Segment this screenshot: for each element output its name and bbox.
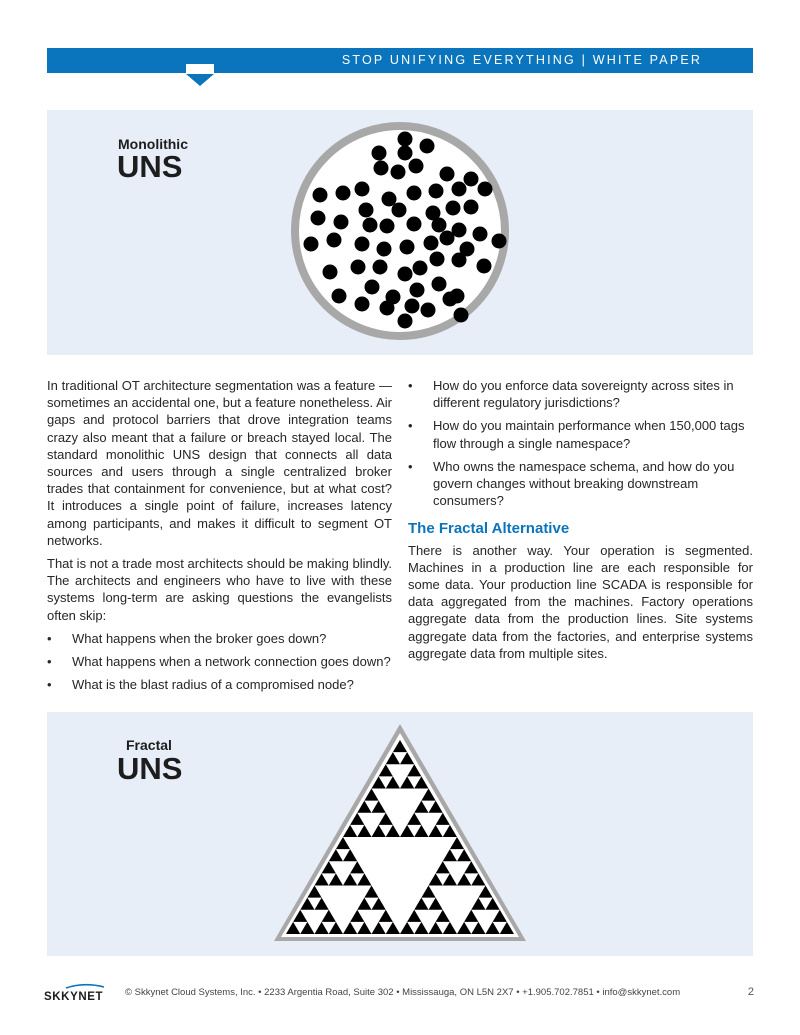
list-item (408, 417, 753, 451)
node-dot (429, 184, 444, 199)
bullet-icon: • (408, 458, 413, 474)
bullet-icon: • (47, 630, 52, 646)
section-heading: The Fractal Alternative (408, 520, 570, 538)
list-item-text: How do you maintain performance when 150,000 tags flow through a single namespace? (433, 418, 745, 451)
node-dot (424, 236, 439, 251)
node-dot (334, 215, 349, 230)
header-bar (47, 48, 753, 73)
list-item-text: What is the blast radius of a compromised node? (72, 677, 354, 693)
node-dot (440, 167, 455, 182)
node-dot (452, 253, 467, 268)
node-dot (373, 260, 388, 275)
page-number: 2 (747, 986, 754, 998)
fractal-figure-panel (47, 712, 753, 956)
node-dot (304, 237, 319, 252)
figure-label-big: UNS (117, 149, 183, 184)
node-dot (327, 233, 342, 248)
node-dot (477, 259, 492, 274)
node-dot (398, 132, 413, 147)
footer-contact-text: © Skkynet Cloud Systems, Inc. • 2233 Argentia Road, Suite 302 • Mississauga, ON L5N 2X7 • +1.905.702.7851 • info@skkynet.com (125, 987, 681, 998)
node-dot (380, 219, 395, 234)
node-dot (355, 237, 370, 252)
right-text-column (408, 377, 753, 668)
node-dot (409, 159, 424, 174)
list-item-text: How do you enforce data sovereignty across sites in different regulatory jurisdictions? (433, 378, 734, 411)
list-item (408, 458, 753, 510)
bullet-icon: • (408, 378, 413, 393)
node-dot (432, 218, 447, 233)
node-dot (410, 283, 425, 298)
diamond-marker-icon (186, 52, 214, 86)
node-dot (440, 231, 455, 246)
node-dot (478, 182, 493, 197)
node-dot (430, 252, 445, 267)
sierpinski-triangle-figure (47, 712, 753, 956)
bullet-icon: • (47, 677, 52, 693)
monolithic-circle-figure (47, 110, 753, 355)
node-dot (473, 227, 488, 242)
page-footer (44, 983, 764, 1003)
left-text-column (47, 377, 392, 699)
node-dot (420, 139, 435, 154)
node-dot (355, 297, 370, 312)
list-item (47, 676, 392, 693)
list-item (47, 653, 392, 670)
bullet-icon: • (408, 418, 413, 434)
node-dot (454, 308, 469, 323)
node-dot (405, 299, 420, 314)
body-paragraph: That is not a trade most architects should be making blindly. The architects and engineers who have to live with these systems long-term are asking questions the evangelists often skip: (47, 556, 392, 623)
question-list (408, 377, 753, 509)
node-dot (492, 234, 507, 249)
node-dot (311, 211, 326, 226)
node-dot (407, 186, 422, 201)
node-dot (446, 201, 461, 216)
header-title: STOP UNIFYING EVERYTHING | WHITE PAPER (341, 53, 703, 67)
body-paragraph: There is another way. Your operation is segmented. Machines in a production line are each responsible for some data. Your production line SCADA is responsible for data aggregated from the machines. Factory operations aggregate data from the production lines. Site systems aggregate data from the factories, and enterprise systems aggregate data from multiple sites. (408, 542, 753, 661)
figure-label-small: Fractal (126, 737, 172, 753)
node-dot (407, 217, 422, 232)
node-dot (464, 172, 479, 187)
node-dot (432, 277, 447, 292)
node-dot (332, 289, 347, 304)
figure-label-big: UNS (117, 751, 183, 786)
node-dot (374, 161, 389, 176)
body-paragraph: In traditional OT architecture segmentation was a feature — sometimes an accidental one, but a feature nonetheless. Air gaps and protocol barriers that drove integration teams crazy also meant that a failure or breach stayed local. The standard monolithic UNS design that connects all data sources and users through a single centralized broker trades that containment for convenience, but at what cost? It introduces a single point of failure, increases latency among participants, and makes it difficult to segment OT networks. (47, 378, 392, 548)
list-item (47, 630, 392, 647)
node-dot (380, 301, 395, 316)
node-dot (323, 265, 338, 280)
list-item (408, 377, 753, 411)
bullet-icon: • (47, 654, 52, 670)
node-dot (355, 182, 370, 197)
node-dot (391, 165, 406, 180)
node-dot (464, 200, 479, 215)
skkynet-logo (44, 983, 122, 1003)
node-dot (365, 280, 380, 295)
node-dot (398, 146, 413, 161)
logo-text: SKKYNET (44, 991, 104, 1003)
node-dot (313, 188, 328, 203)
node-dot (413, 261, 428, 276)
node-dot (443, 292, 458, 307)
list-item-text: What happens when the broker goes down? (72, 630, 327, 646)
node-dot (400, 240, 415, 255)
node-dot (372, 146, 387, 161)
node-dot (398, 314, 413, 329)
node-dot (421, 303, 436, 318)
node-dot (398, 267, 413, 282)
question-list (47, 630, 392, 694)
node-dot (351, 260, 366, 275)
node-dot (452, 182, 467, 197)
node-dot (363, 218, 378, 233)
node-dot (336, 186, 351, 201)
node-dot (359, 203, 374, 218)
figure-label-small: Monolithic (118, 136, 188, 152)
list-item-text: What happens when a network connection goes down? (72, 654, 391, 670)
monolithic-figure-panel (47, 110, 753, 355)
node-dot (392, 203, 407, 218)
list-item-text: Who owns the namespace schema, and how do you govern changes without breaking downstream consumers? (433, 458, 735, 509)
node-dot (377, 242, 392, 257)
